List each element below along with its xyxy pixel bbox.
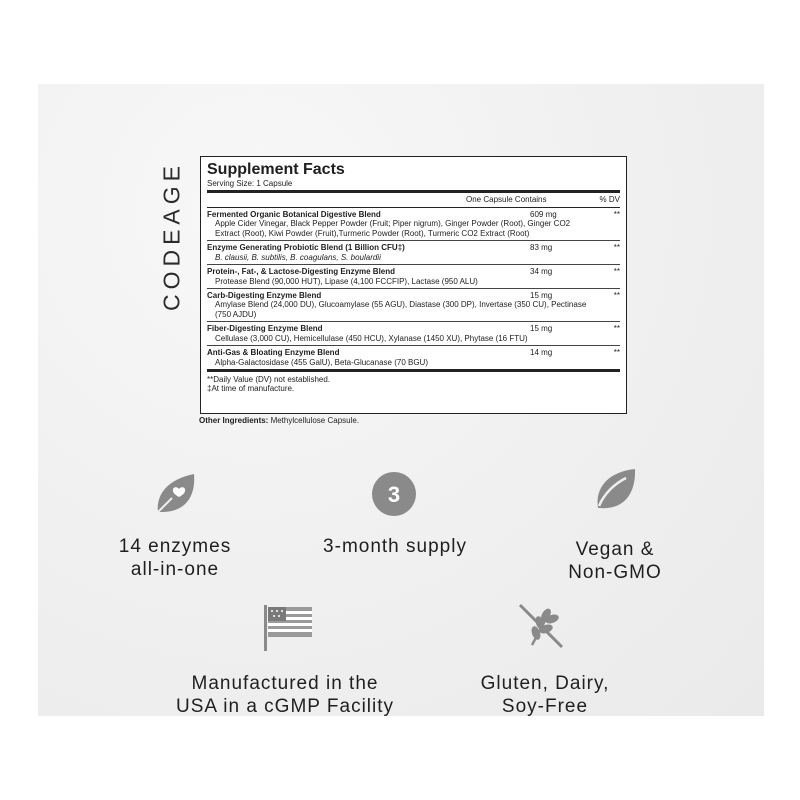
us-flag-icon [262,603,316,658]
ingredient-dv: ** [613,324,620,334]
ingredient-amount: 15 mg [530,324,553,334]
brand-name: CODEAGE [158,160,185,312]
label-title: Supplement Facts [207,161,345,178]
brand-logo [156,152,188,320]
ingredient-row [207,322,620,346]
leaf-icon [592,466,638,517]
feature-enzymes-caption: 14 enzymes all-in-one [118,536,232,580]
ingredient-row [207,241,620,265]
feature-supply-caption: 3-month supply [323,536,467,557]
leaf-heart-icon [150,468,200,523]
no-wheat-icon [516,601,566,656]
ingredient-dv: ** [613,290,620,300]
ingredient-detail: Protease Blend (90,000 HUT), Lipase (4,100 FCCFIP), Lactase (950 ALU) [215,276,478,286]
feature-vegan-caption: Vegan & Non-GMO [568,539,662,583]
ingredient-amount: 609 mg [530,209,557,219]
ingredient-row [207,265,620,289]
other-ingredients-value: Methylcellulose Capsule. [268,416,360,425]
ingredient-detail: B. clausii, B. subtilis, B. coagulans, S. boulardii [215,252,381,262]
ingredient-detail: Cellulase (3,000 CU), Hemicellulase (450 HCU), Xylanase (1450 XU), Phytase (16 FTU) [215,333,528,343]
ingredient-detail: Apple Cider Vinegar, Black Pepper Powder (Fruit; Piper nigrum), Ginger Powder (Root), Ginger CO2 Extract (Root), Kiwi Powder (Fruit),Turmeric Powder (Root), Turmeric CO2 Extract (Root) [215,219,571,238]
column-header [207,193,620,207]
footnote-dv: **Daily Value (DV) not established. [207,375,331,384]
ingredient-dv: ** [613,243,620,253]
ingredient-amount: 34 mg [530,267,553,277]
footnote-manufacture: ‡At time of manufacture. [207,384,295,394]
ingredient-detail: Alpha-Galactosidase (455 GalU), Beta-Glucanase (70 BGU) [215,357,428,367]
footnotes [207,372,620,394]
supplement-facts-label [200,156,627,414]
amount-column-header: One Capsule Contains [466,195,547,205]
other-ingredients [199,416,359,425]
feature-usa-caption: Manufactured in the USA in a cGMP Facility [175,673,395,717]
ingredient-name: Anti-Gas & Bloating Enzyme Blend [207,348,340,358]
ingredient-name: Fermented Organic Botanical Digestive Blend [207,209,381,219]
ingredient-dv: ** [613,209,620,219]
ingredient-dv: ** [613,348,620,358]
number-3-icon [371,471,417,522]
ingredient-row [207,346,620,372]
ingredient-detail: Amylase Blend (24,000 DU), Glucoamylase (55 AGU), Diastase (300 DP), Invertase (350 CU), Pectinase (750 AJDU) [215,300,587,319]
ingredient-amount: 15 mg [530,290,553,300]
ingredient-amount: 83 mg [530,243,553,253]
ingredient-name: Enzyme Generating Probiotic Blend (1 Billion CFU‡) [207,243,405,253]
ingredient-name: Protein-, Fat-, & Lactose-Digesting Enzyme Blend [207,267,396,277]
ingredient-row [207,208,620,241]
serving-size: Serving Size: 1 Capsule [207,179,620,193]
feature-allergen-caption: Gluten, Dairy, Soy-Free [480,673,610,717]
ingredient-dv: ** [613,267,620,277]
ingredient-amount: 14 mg [530,348,553,358]
number-3-text: 3 [387,482,401,507]
other-ingredients-label: Other Ingredients: [199,416,269,425]
ingredient-name: Fiber-Digesting Enzyme Blend [207,324,323,334]
ingredient-name: Carb-Digesting Enzyme Blend [207,290,322,300]
dv-column-header: % DV [599,195,620,205]
ingredient-row [207,289,620,322]
